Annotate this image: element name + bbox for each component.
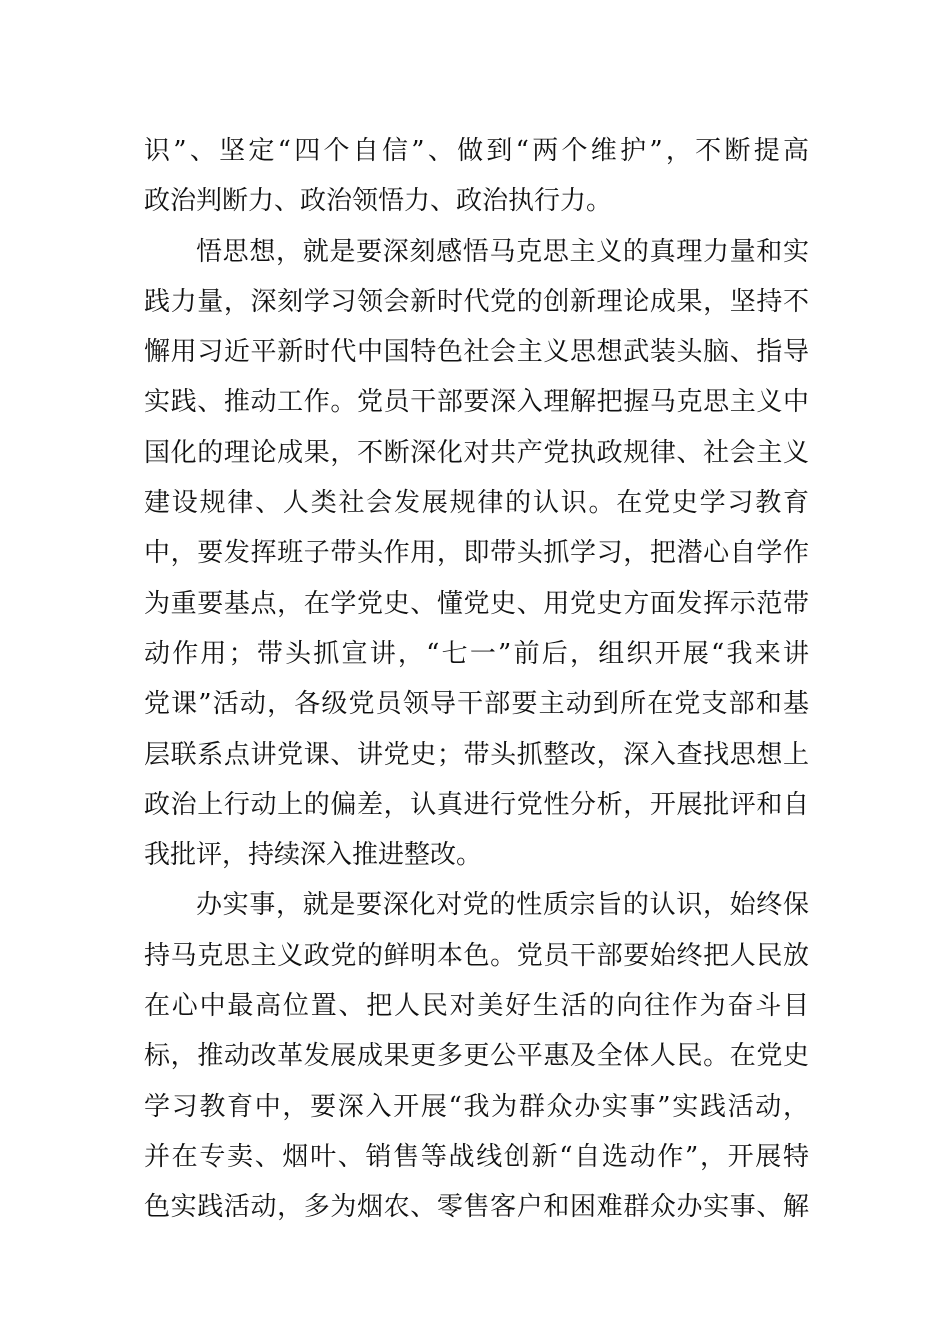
text-line: 色实践活动，多为烟农、零售客户和困难群众办实事、解 — [144, 1192, 809, 1223]
text-line: 实践、推动工作。党员干部要深入理解把握马克思主义中 — [144, 387, 809, 418]
text-line: 我批评，持续深入推进整改。 — [144, 840, 483, 871]
text-line: 政治上行动上的偏差，认真进行党性分析，开展批评和自 — [144, 789, 809, 820]
text-line: 为重要基点，在学党史、懂党史、用党史方面发挥示范带 — [144, 588, 809, 619]
text-line: 中，要发挥班子带头作用，即带头抓学习，把潜心自学作 — [144, 538, 809, 569]
document-body — [144, 126, 809, 1233]
text-line: 标，推动改革发展成果更多更公平惠及全体人民。在党史 — [144, 1041, 809, 1072]
text-line: 在心中最高位置、把人民对美好生活的向往作为奋斗目 — [144, 991, 809, 1022]
text-line: 学习教育中，要深入开展“我为群众办实事”实践活动， — [144, 1091, 809, 1122]
text-line: 办实事，就是要深化对党的性质宗旨的认识，始终保 — [196, 890, 809, 921]
text-line: 动作用；带头抓宣讲，“七一”前后，组织开展“我来讲 — [144, 638, 809, 669]
paragraph-continuation — [144, 126, 809, 227]
text-line: 悟思想，就是要深刻感悟马克思主义的真理力量和实 — [196, 236, 809, 267]
paragraph-do-practical-things — [144, 880, 809, 1232]
text-line: 识”、坚定“四个自信”、做到“两个维护”，不断提高 — [144, 136, 809, 166]
text-line: 层联系点讲党课、讲党史；带头抓整改，深入查找思想上 — [144, 739, 809, 770]
text-line: 政治判断力、政治领悟力、政治执行力。 — [144, 186, 613, 217]
text-line: 践力量，深刻学习领会新时代党的创新理论成果，坚持不 — [144, 286, 809, 317]
text-line: 懈用习近平新时代中国特色社会主义思想武装头脑、指导 — [144, 337, 809, 368]
text-line: 并在专卖、烟叶、销售等战线创新“自选动作”，开展特 — [144, 1141, 809, 1172]
text-line: 国化的理论成果，不断深化对共产党执政规律、社会主义 — [144, 437, 809, 468]
text-line: 建设规律、人类社会发展规律的认识。在党史学习教育 — [144, 488, 809, 519]
paragraph-understand-thought — [144, 227, 809, 881]
text-line: 党课”活动，各级党员领导干部要主动到所在党支部和基 — [144, 689, 809, 720]
text-line: 持马克思主义政党的鲜明本色。党员干部要始终把人民放 — [144, 940, 809, 971]
